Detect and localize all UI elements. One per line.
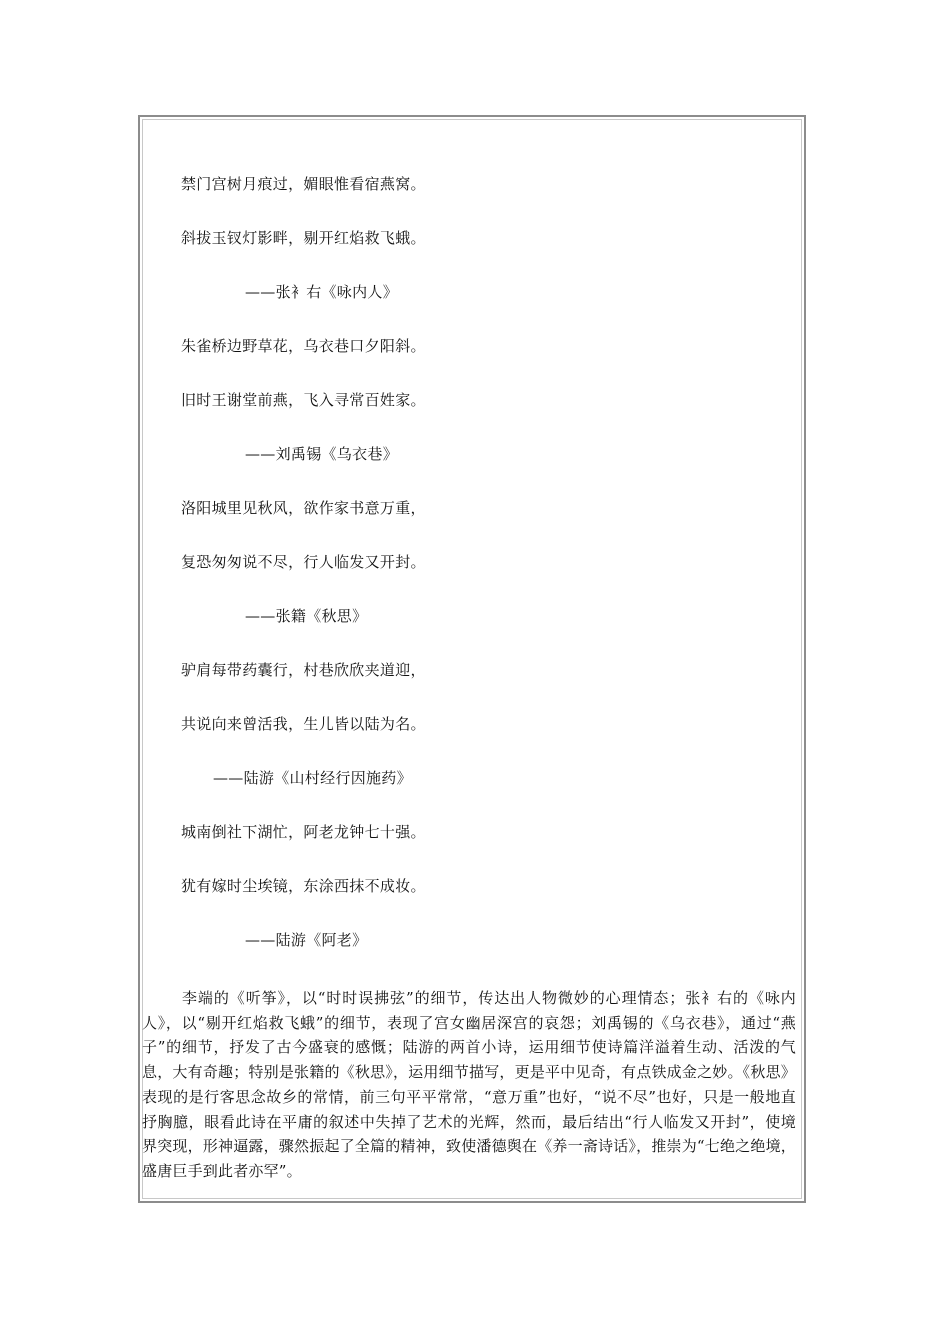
poem-line: 驴肩每带药囊行，村巷欣欣夹道迎， (181, 661, 426, 679)
poem-attribution: ——陆游《山村经行因施药》 (213, 769, 412, 787)
poem-line: 朱雀桥边野草花，乌衣巷口夕阳斜。 (181, 337, 426, 355)
poem-attribution: ——刘禹锡《乌衣巷》 (245, 445, 399, 463)
poem-line: 犹有嫁时尘埃镜，东涂西抹不成妆。 (181, 877, 426, 895)
poem-line: 禁门宫树月痕过，媚眼惟看宿燕窝。 (181, 175, 426, 193)
poem-line: 城南倒社下湖忙，阿老龙钟七十强。 (181, 823, 426, 841)
poem-line: 斜拔玉钗灯影畔，剔开红焰救飞蛾。 (181, 229, 426, 247)
poem-attribution: ——张衤右《咏内人》 (245, 283, 399, 301)
poem-line: 共说向来曾活我，生儿皆以陆为名。 (181, 715, 426, 733)
poem-attribution: ——陆游《阿老》 (245, 931, 368, 949)
poem-line: 复恐匆匆说不尽，行人临发又开封。 (181, 553, 426, 571)
content-frame (138, 115, 806, 1203)
poem-line: 洛阳城里见秋风，欲作家书意万重， (181, 499, 426, 517)
poem-attribution: ——张籍《秋思》 (245, 607, 368, 625)
commentary-paragraph: 李端的《听筝》，以“时时误拂弦”的细节，传达出人物微妙的心理情态；张衤右的《咏内人》，以“剔开红焰救飞蛾”的细节，表现了宫女幽居深宫的哀怨；刘禹锡的《乌衣巷》，通过“燕子”的细节，抒发了古今盛衰的感慨；陆游的两首小诗，运用细节使诗篇洋溢着生动、活泼的气息，大有奇趣；特别是张籍的《秋思》，运用细节描写，更是平中见奇，有点铁成金之妙。《秋思》表现的是行客思念故乡的常情，前三句平平常常，“意万重”也好，“说不尽”也好，只是一般地直抒胸臆，眼看此诗在平庸的叙述中失掉了艺术的光辉，然而，最后结出“行人临发又开封”，使境界突现，形神逼露，骤然振起了全篇的精神，致使潘德舆在《养一斋诗话》，推崇为“七绝之绝境，盛唐巨手到此者亦罕”。 (142, 989, 796, 1180)
poem-line: 旧时王谢堂前燕，飞入寻常百姓家。 (181, 391, 426, 409)
